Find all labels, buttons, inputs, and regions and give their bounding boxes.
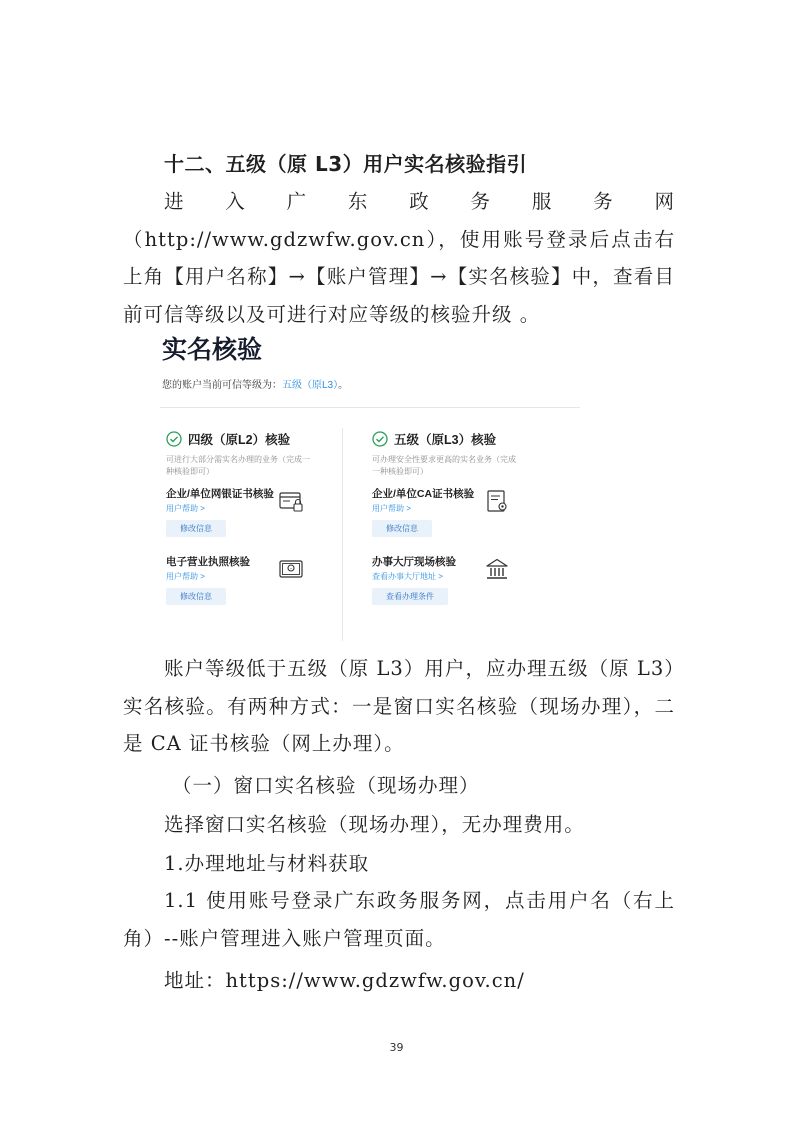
help-link[interactable]: 用户帮助 > (166, 572, 205, 581)
subheading-window-verification: （一）窗口实名核验（现场办理） (172, 774, 480, 797)
verification-option (372, 554, 542, 614)
help-link[interactable]: 用户帮助 > (166, 504, 205, 513)
paragraph-levels: 账户等级低于五级（原 L3）用户，应办理五级（原 L3）实名核验。有两种方式：一是窗口实名核验（现场办理），二是 CA 证书核验（网上办理）。 (123, 657, 675, 755)
bank-card-icon (278, 488, 304, 514)
divider (160, 407, 580, 408)
modify-info-button[interactable]: 修改信息 (166, 588, 226, 605)
trust-level-suffix: 。 (338, 380, 349, 391)
modify-info-button[interactable]: 修改信息 (372, 520, 432, 537)
intro-paragraph: 进入广东政务服务网（http://www.gdzwfw.gov.cn），使用账号登录后点击右上角【用户名称】→【账户管理】→【实名核验】中，查看目前可信等级以及可进行对应等级的核验升级 。 (123, 190, 675, 326)
help-link[interactable]: 用户帮助 > (372, 504, 411, 513)
verification-option (372, 486, 542, 546)
license-icon (278, 556, 304, 582)
paragraph-login: 1.1 使用账号登录广东政务服务网，点击用户名（右上角）--账户管理进入账户管理页面。 (123, 889, 675, 950)
verification-option (166, 554, 336, 614)
option-title: 企业/单位网银证书核验 (166, 488, 274, 500)
screenshot-title: 实名核验 (162, 336, 263, 364)
trust-level-line (162, 376, 348, 391)
check-circle-icon (166, 431, 182, 447)
government-building-icon (484, 556, 510, 582)
page-number: 39 (389, 1041, 404, 1054)
view-conditions-button[interactable]: 查看办理条件 (372, 588, 448, 605)
level-description: 可办理安全性要求更高的实名业务（完成一种核验即可） (372, 455, 516, 476)
embedded-screenshot (150, 328, 590, 646)
check-circle-icon (372, 431, 388, 447)
section-heading: 十二、五级（原 L3）用户实名核验指引 (164, 152, 528, 176)
level-5-column (372, 430, 542, 614)
level-description: 可进行大部分需实名办理的业务（完成一种核验即可） (166, 455, 310, 476)
option-title: 电子营业执照核验 (166, 556, 250, 568)
subheading-address: 1.办理地址与材料获取 (164, 852, 370, 875)
trust-level-value: 五级（原L3） (282, 380, 339, 391)
select-window-line: 选择窗口实名核验（现场办理），无办理费用。 (164, 813, 585, 836)
certificate-icon (484, 488, 510, 514)
verification-option (166, 486, 336, 546)
option-title: 办事大厅现场核验 (372, 556, 456, 568)
trust-level-prefix: 您的账户当前可信等级为： (162, 380, 282, 391)
level-title: 五级（原L3）核验 (394, 433, 497, 447)
option-title: 企业/单位CA证书核验 (372, 488, 475, 500)
column-divider (342, 428, 343, 641)
address-line: 地址：https://www.gdzwfw.gov.cn/ (164, 969, 525, 992)
hall-address-link[interactable]: 查看办事大厅地址 > (372, 572, 443, 581)
level-title: 四级（原L2）核验 (188, 433, 291, 447)
level-4-column (166, 430, 336, 614)
modify-info-button[interactable]: 修改信息 (166, 520, 226, 537)
